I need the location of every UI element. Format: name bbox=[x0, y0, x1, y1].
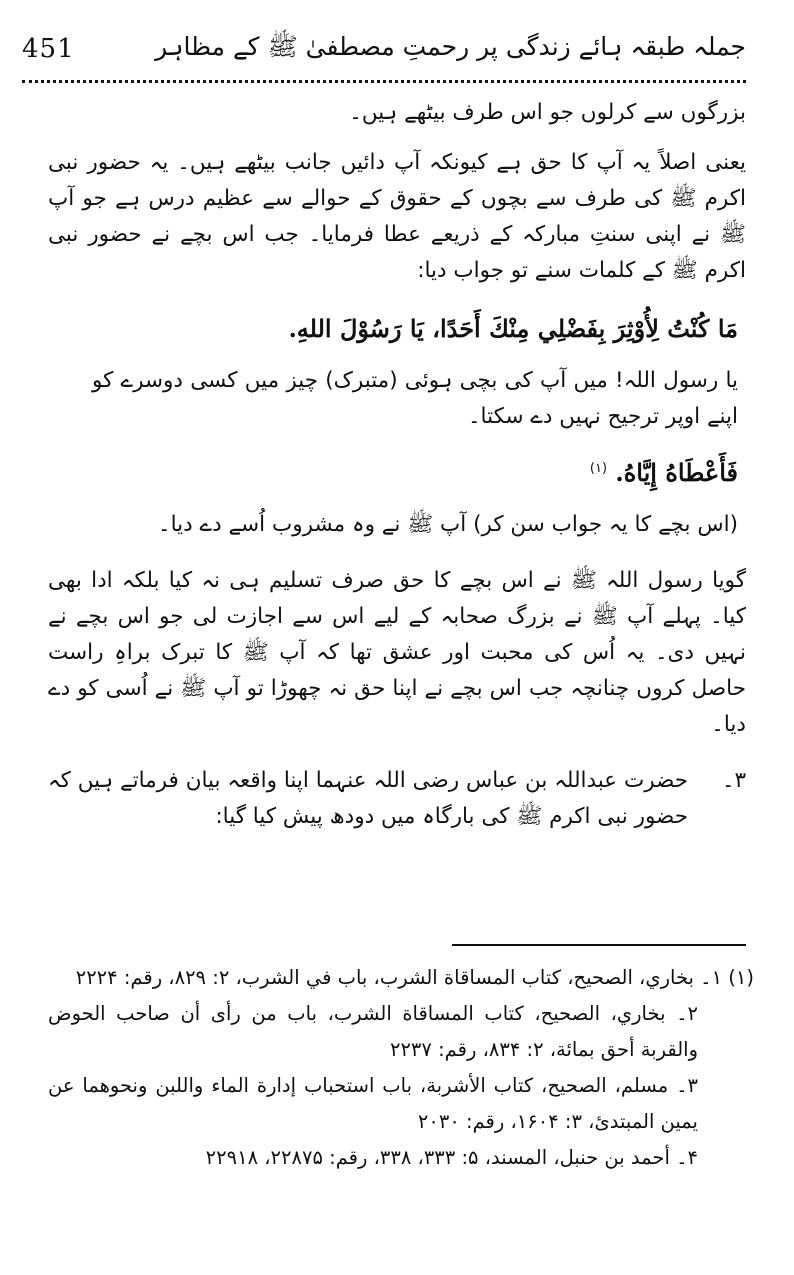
paragraph-commentary: یعنی اصلاً یہ آپ کا حق ہے کیونکہ آپ دائیں جانب بیٹھے ہیں۔ یہ حضور نبی اکرم ﷺ کی طرف سے بچوں کے حقوق کے حوالے سے عظیم درس ہے جو آپ ﷺ نے اپنی سنتِ مبارکہ کے ذریعے عطا فرمایا۔ جب اس بچے نے حضور نبی اکرم ﷺ کے کلمات سنے تو جواب دیا: bbox=[48, 150, 746, 283]
item-number: ۳۔ bbox=[721, 768, 746, 793]
footnote-entry: (۱) ۱۔ بخاري، الصحيح، كتاب المساقاة الشرب، باب في الشرب، ۲: ۸۲۹، رقم: ۲۲۲۴ bbox=[75, 966, 754, 989]
arabic-quote-with-footnote bbox=[48, 449, 738, 493]
main-text bbox=[48, 95, 746, 835]
page-header bbox=[22, 24, 746, 82]
footnote-entry: ۳۔ مسلم، الصحيح، كتاب الأشربة، باب استحباب إدارة الماء واللبن ونحوهما عن يمين المبتدئ، ۳: ۱۶۰۴، رقم: ۲۰۳۰ bbox=[48, 1074, 698, 1133]
footnotes bbox=[48, 960, 754, 1176]
running-title: جملہ طبقہ ہائے زندگی پر رحمتِ مصطفیٰ ﷺ کے مظاہر bbox=[155, 32, 746, 61]
footnote-entry: ۴۔ أحمد بن حنبل، المسند، ۵: ۳۳۳، ۳۳۸، رقم: ۲۲۸۷۵، ۲۲۹۱۸ bbox=[205, 1146, 698, 1169]
quote-translation: (اس بچے کا یہ جواب سن کر) آپ ﷺ نے وہ مشروب اُسے دے دیا۔ bbox=[158, 512, 738, 537]
arabic-quote-text: فَأَعْطَاهُ إِيَّاهُ. bbox=[615, 458, 738, 487]
page-number: 451 bbox=[22, 34, 75, 64]
numbered-item bbox=[48, 763, 746, 835]
footnote-separator bbox=[452, 944, 746, 946]
arabic-quote: مَا كُنْتُ لِأُوْثِرَ بِفَضْلِي مِنْكَ أَحَدًا، يَا رَسُوْلَ اللهِ. bbox=[288, 314, 738, 343]
item-text: حضرت عبداللہ بن عباس رضی اللہ عنہما اپنا واقعہ بیان فرماتے ہیں کہ حضور نبی اکرم ﷺ کی بارگاہ میں دودھ پیش کیا گیا: bbox=[48, 768, 688, 829]
footnote-entry: ۲۔ بخاري، الصحيح، كتاب المساقاة الشرب، باب من رأى أن صاحب الحوض والقربة أحق بمائة، ۲: ۸۳۴، رقم: ۲۲۳۷ bbox=[48, 1002, 698, 1061]
paragraph-continuation: بزرگوں سے کرلوں جو اس طرف بیٹھے ہیں۔ bbox=[349, 100, 746, 125]
footnote-reference: (۱) bbox=[589, 461, 608, 476]
quote-translation: یا رسول اللہ! میں آپ کی بچی ہوئی (متبرک) چیز میں کسی دوسرے کو اپنے اوپر ترجیح نہیں دے سکتا۔ bbox=[92, 368, 738, 429]
paragraph-explanation: گویا رسول اللہ ﷺ نے اس بچے کا حق صرف تسلیم ہی نہ کیا بلکہ ادا بھی کیا۔ پہلے آپ ﷺ نے بزرگ صحابہ کے لیے اس سے اجازت لی جو اس بچے نے نہیں دی۔ یہ اُس کی محبت اور عشق تھا کہ آپ ﷺ کا تبرک براہِ راست حاصل کروں چنانچہ جب اس بچے نے اپنا حق نہ چھوڑا تو آپ ﷺ نے اُسی کو دے دیا۔ bbox=[48, 568, 746, 737]
header-dotted-rule bbox=[22, 80, 746, 83]
